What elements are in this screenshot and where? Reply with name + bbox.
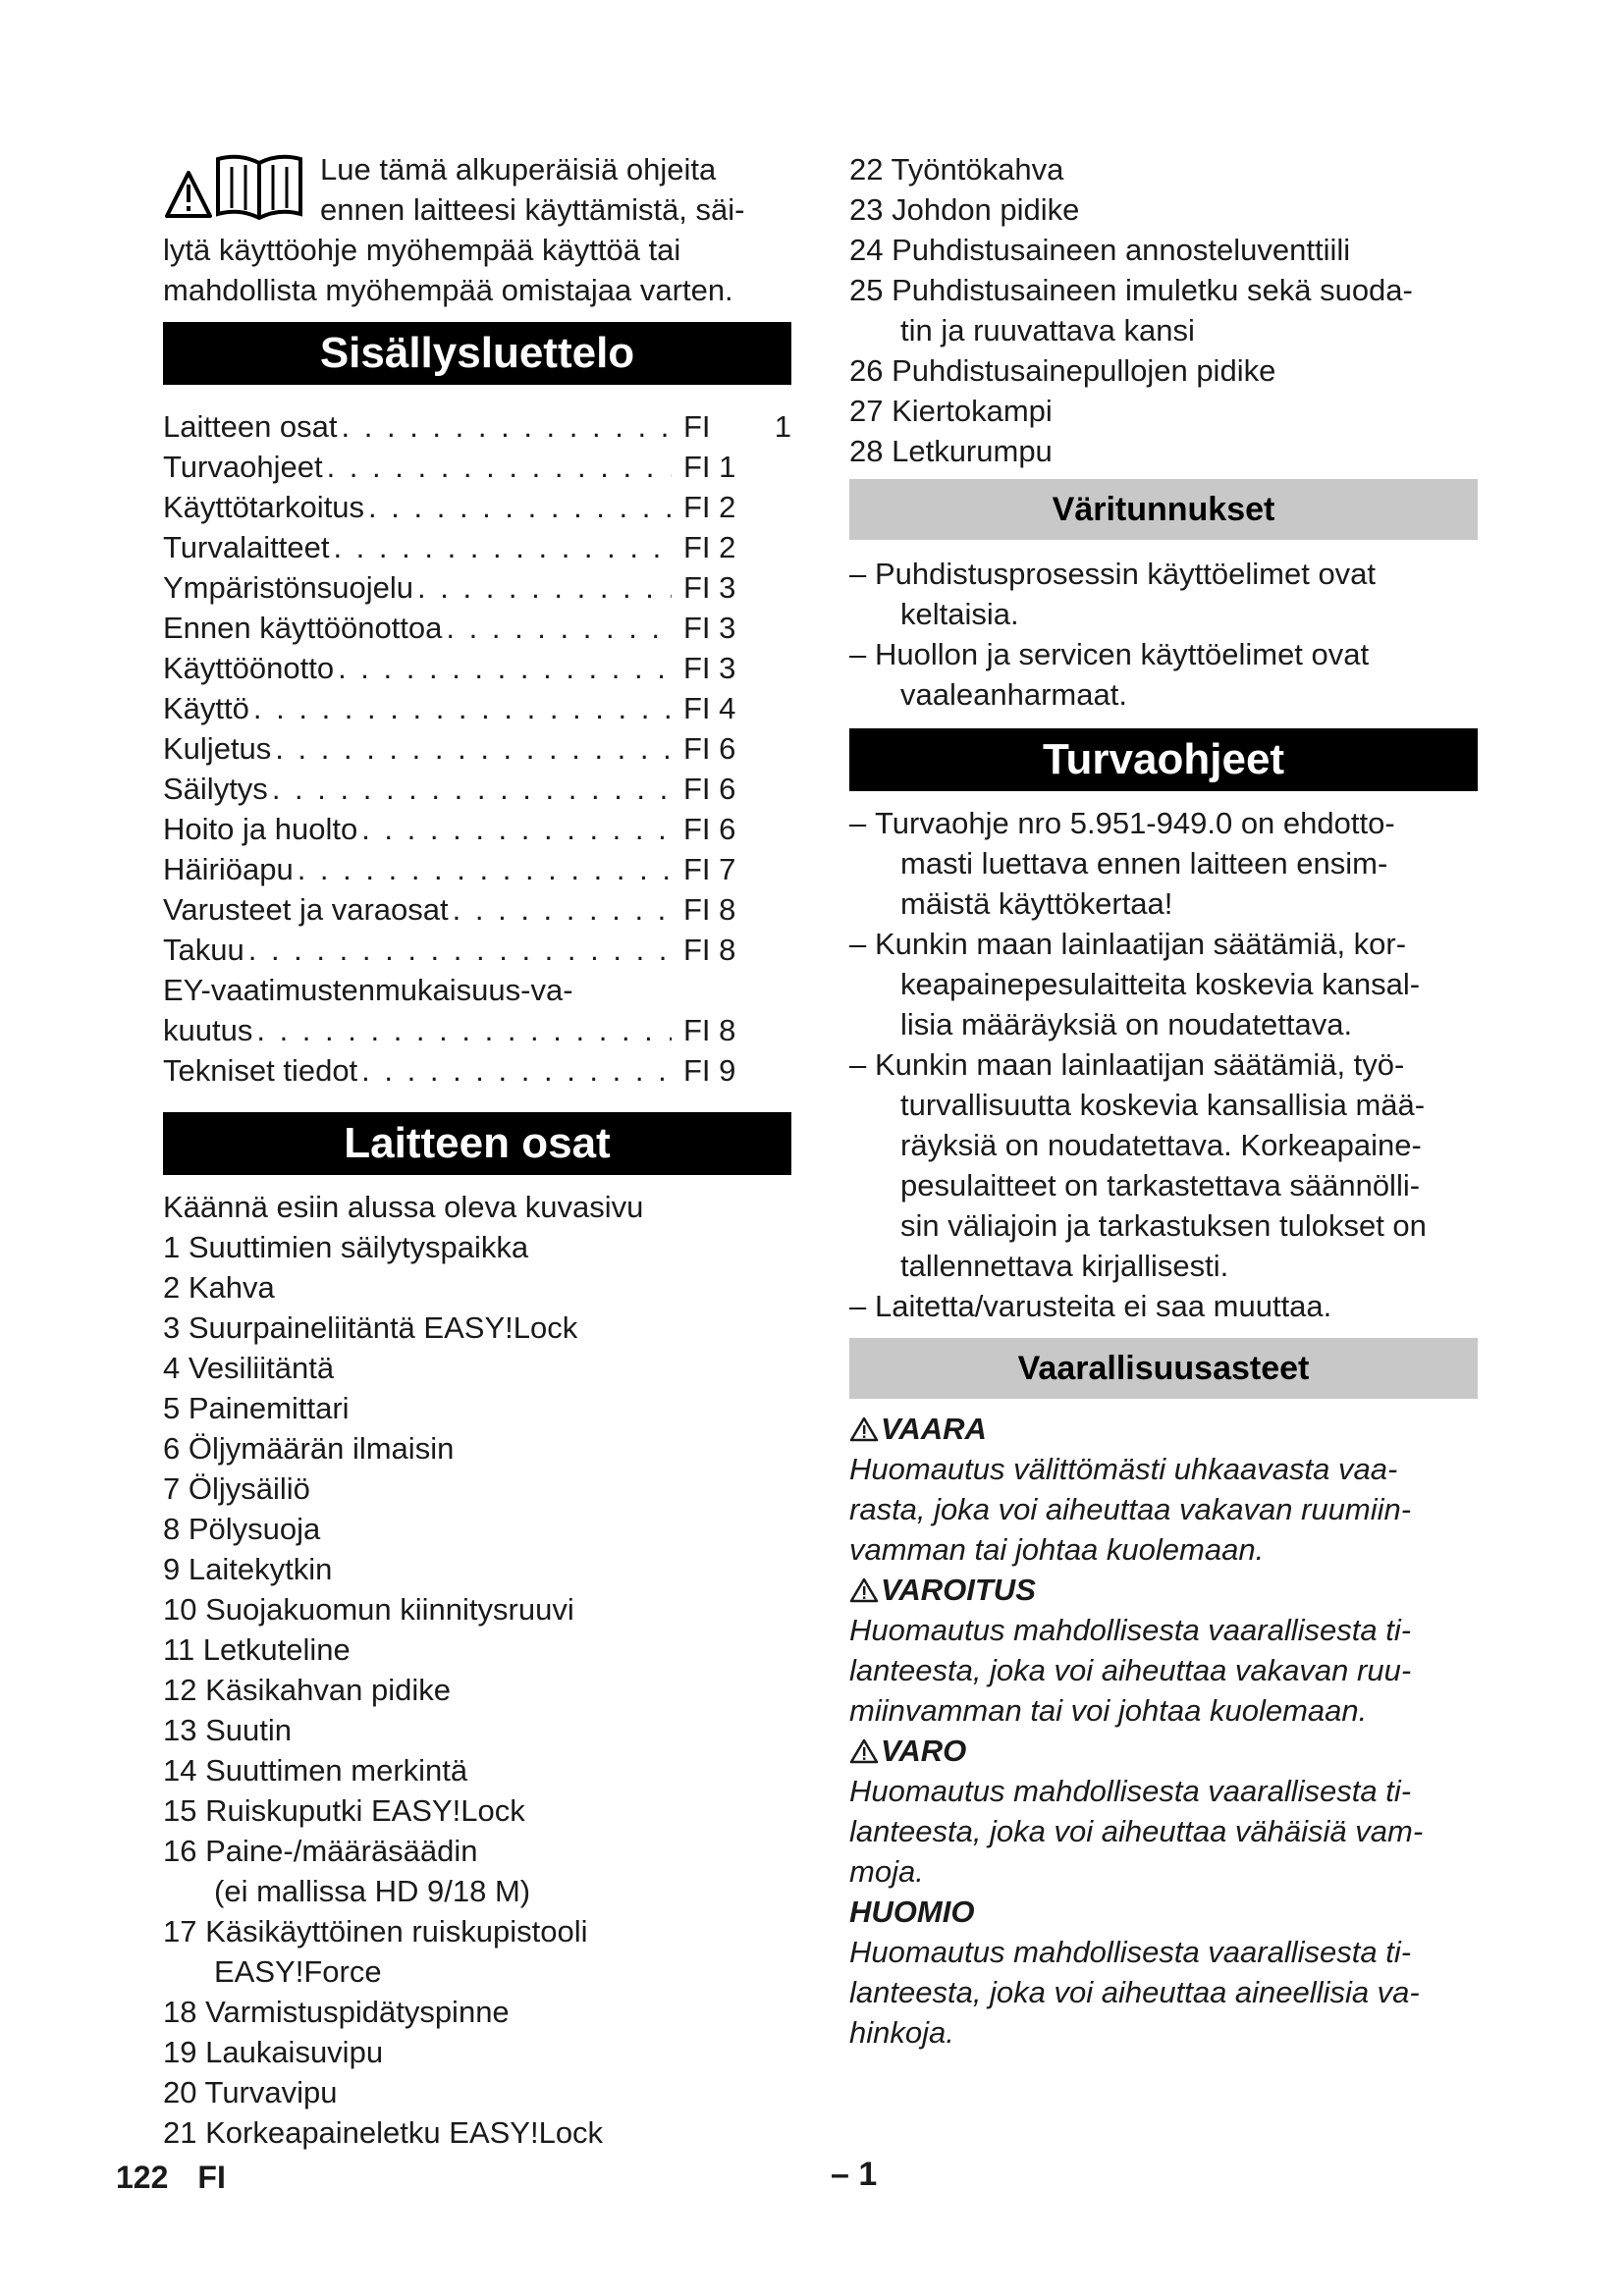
toc-entry[interactable] <box>163 608 791 648</box>
hazard-varo <box>849 1731 1478 1892</box>
toc-entry[interactable] <box>163 487 791 527</box>
toc-entry-title: Turvalaitteet <box>163 530 330 564</box>
toc-entry[interactable] <box>163 648 791 688</box>
bullet-text: turvallisuutta koskevia kansallisia mää- <box>900 1088 1426 1122</box>
toc-leader <box>329 527 672 567</box>
toc-leader <box>413 567 672 608</box>
list-item: 20 Turvavipu <box>163 2075 338 2109</box>
table-of-contents <box>163 406 791 1091</box>
page-number: 122 <box>116 2160 169 2195</box>
toc-entry-page: FI 2 <box>683 530 736 564</box>
hazard-text-line: Huomautus välittömästi uhkaavasta vaa- <box>849 1452 1398 1486</box>
list-item: 2 Kahva <box>163 1270 275 1305</box>
language-code: FI <box>197 2160 226 2195</box>
dash-marker: – <box>849 1047 867 1082</box>
warning-and-manual-icon <box>165 153 312 230</box>
intro-text-line: Lue tämä alkuperäisiä ohjeita <box>320 152 717 187</box>
toc-entry[interactable] <box>163 930 791 970</box>
toc-entry-title: Ennen käyttöönottoa <box>163 611 443 645</box>
bullet-item <box>849 803 1478 924</box>
toc-entry-page: FI 8 <box>683 892 736 927</box>
bullet-text: Huollon ja servicen käyttöelimet ovat <box>875 637 1370 671</box>
toc-entry-page: FI 9 <box>683 1053 736 1088</box>
right-column <box>849 149 1478 2053</box>
bullet-text: keapainepesulaitteita koskevia kansal- <box>900 967 1421 1001</box>
toc-entry-title: Tekniset tiedot <box>163 1053 358 1088</box>
parts-list <box>163 1227 791 2153</box>
dash-marker: – <box>849 557 867 591</box>
dash-marker: – <box>849 1289 867 1323</box>
toc-entry-title: Käyttöönotto <box>163 651 335 685</box>
hazard-text-line: lanteesta, joka voi aiheuttaa vakavan ruu- <box>849 1653 1412 1687</box>
toc-leader <box>334 648 672 688</box>
toc-entry[interactable] <box>163 447 791 487</box>
hazard-text-line: Huomautus mahdollisesta vaarallisesta ti- <box>849 1935 1412 1969</box>
toc-entry-title: EY-vaatimustenmukaisuus-va- <box>163 973 573 1007</box>
bullet-text: sin väliajoin ja tarkastuksen tulokset on <box>900 1208 1427 1243</box>
warning-triangle-icon <box>849 1416 879 1442</box>
hazard-heading: Vaarallisuusasteet <box>849 1338 1478 1399</box>
warning-triangle-icon <box>849 1738 879 1764</box>
toc-leader <box>294 849 672 889</box>
list-item: 23 Johdon pidike <box>849 192 1080 227</box>
toc-entry-page: FI 6 <box>683 772 736 806</box>
list-item: 18 Varmistuspidätyspinne <box>163 1995 510 2029</box>
bullet-text: Kunkin maan lainlaatijan säätämiä, työ- <box>875 1047 1405 1082</box>
hazard-vaara <box>849 1409 1478 1570</box>
list-item: 10 Suojakuomun kiinnitysruuvi <box>163 1592 574 1627</box>
toc-entry-page: FI 1 <box>683 450 736 484</box>
bullet-text: tallennettava kirjallisesti. <box>900 1249 1229 1283</box>
list-item: 8 Pölysuoja <box>163 1512 321 1546</box>
bullet-item <box>849 1286 1478 1326</box>
dash-marker: – <box>849 806 867 840</box>
toc-leader <box>252 1010 672 1050</box>
bullet-text: Laitetta/varusteita ei saa muuttaa. <box>875 1289 1332 1323</box>
toc-entry-page: FI <box>683 409 711 444</box>
toc-entry-title: Häiriöapu <box>163 852 294 886</box>
toc-entry[interactable] <box>163 809 791 849</box>
parts-heading: Laitteen osat <box>163 1112 791 1175</box>
hazard-text-line: Huomautus mahdollisesta vaarallisesta ti- <box>849 1774 1412 1808</box>
bullet-text: pesulaitteet on tarkastettava säännölli- <box>900 1168 1421 1202</box>
list-item: 9 Laitekytkin <box>163 1552 333 1586</box>
warning-triangle-icon <box>849 1577 879 1603</box>
hazard-text-line: lanteesta, joka voi aiheuttaa aineellisia va- <box>849 1975 1420 2009</box>
toc-leader <box>249 688 672 728</box>
hazard-text-line: Huomautus mahdollisesta vaarallisesta ti- <box>849 1613 1412 1647</box>
list-item: 28 Letkurumpu <box>849 434 1053 468</box>
list-item: 4 Vesiliitäntä <box>163 1351 335 1385</box>
toc-leader <box>338 406 672 447</box>
list-item: 15 Ruiskuputki EASY!Lock <box>163 1793 525 1828</box>
toc-leader <box>323 447 672 487</box>
toc-entry-page: FI 3 <box>683 651 736 685</box>
toc-entry[interactable] <box>163 849 791 889</box>
toc-entry-page: FI 4 <box>683 691 736 725</box>
toc-entry-title: Ympäristönsuojelu <box>163 570 414 605</box>
list-item: 12 Käsikahvan pidike <box>163 1673 451 1707</box>
toc-entry-page: FI 6 <box>683 731 736 766</box>
list-item: 16 Paine-/määräsäädin <box>163 1834 478 1868</box>
hazard-text-line: rasta, joka voi aiheuttaa vakavan ruumiin- <box>849 1492 1412 1526</box>
hazard-title: HUOMIO <box>849 1895 975 1929</box>
hazard-title: VAROITUS <box>881 1573 1036 1607</box>
toc-entry-page: FI 6 <box>683 812 736 846</box>
list-item: 1 Suuttimien säilytyspaikka <box>163 1230 529 1264</box>
bullet-item <box>849 1044 1478 1286</box>
toc-entry[interactable] <box>163 728 791 769</box>
toc-leader <box>357 809 672 849</box>
toc-entry-page: FI 3 <box>683 611 736 645</box>
bullet-text: mäistä käyttökertaa! <box>900 886 1173 921</box>
parts-intro: Käännä esiin alussa oleva kuvasivu <box>163 1190 644 1224</box>
toc-entry[interactable] <box>163 406 791 447</box>
toc-entry-title: Varusteet ja varaosat <box>163 892 449 927</box>
list-item-continuation: tin ja ruuvattava kansi <box>900 313 1195 347</box>
intro-text-line: lytä käyttöohje myöhempää käyttöä tai <box>163 233 681 267</box>
list-item: 5 Painemittari <box>163 1391 350 1425</box>
hazard-title: VAARA <box>881 1412 987 1446</box>
toc-entry-title: Turvaohjeet <box>163 450 323 484</box>
toc-leader <box>442 608 672 648</box>
bullet-text: räyksiä on noudatettava. Korkeapaine- <box>900 1128 1422 1162</box>
toc-leader <box>268 769 672 809</box>
bullet-text: masti luettava ennen laitteen ensim- <box>900 846 1388 881</box>
toc-leader <box>357 1050 672 1091</box>
toc-entry-title: kuutus <box>163 1013 253 1047</box>
toc-entry-page: FI 8 <box>683 1013 736 1047</box>
bullet-item <box>849 634 1478 715</box>
hazard-varoitus <box>849 1570 1478 1731</box>
hazard-text-line: moja. <box>849 1854 924 1889</box>
toc-entry[interactable] <box>163 527 791 567</box>
list-item: 21 Korkeapaineletku EASY!Lock <box>163 2115 604 2150</box>
hazard-title: VARO <box>881 1734 967 1768</box>
toc-heading: Sisällysluettelo <box>163 322 791 385</box>
list-item-continuation: EASY!Force <box>214 1954 382 1989</box>
list-item: 22 Työntökahva <box>849 152 1064 187</box>
toc-entry[interactable] <box>163 688 791 728</box>
list-item: 7 Öljysäiliö <box>163 1471 310 1506</box>
toc-entry-page: FI 7 <box>683 852 736 886</box>
section-page-marker: – 1 <box>831 2156 878 2193</box>
bullet-text: Kunkin maan lainlaatijan säätämiä, kor- <box>875 927 1407 961</box>
colors-heading: Väritunnukset <box>849 479 1478 540</box>
bullet-text: Puhdistusprosessin käyttöelimet ovat <box>875 557 1377 591</box>
hazard-text-line: lanteesta, joka voi aiheuttaa vähäisiä vam- <box>849 1814 1424 1848</box>
toc-entry-number: 1 <box>774 409 791 444</box>
page-footer <box>116 2160 255 2196</box>
bullet-item <box>849 554 1478 634</box>
toc-entry[interactable] <box>163 567 791 608</box>
toc-entry-title: Hoito ja huolto <box>163 812 358 846</box>
intro-text-line: ennen laitteesi käyttämistä, säi- <box>320 192 745 227</box>
toc-entry-page: FI 3 <box>683 570 736 605</box>
toc-entry-page: FI 2 <box>683 490 736 524</box>
bullet-text: keltaisia. <box>900 597 1019 631</box>
toc-entry[interactable] <box>163 1010 791 1050</box>
toc-leader <box>449 889 672 930</box>
intro-text-line: mahdollista myöhempää omistajaa varten. <box>163 273 733 307</box>
toc-leader <box>364 487 672 527</box>
list-item-continuation: (ei mallissa HD 9/18 M) <box>214 1874 531 1908</box>
parts-list-continued <box>849 149 1478 471</box>
bullet-text: lisia määräyksiä on noudatettava. <box>900 1007 1353 1041</box>
toc-leader <box>271 728 672 769</box>
list-item: 11 Letkuteline <box>163 1632 351 1667</box>
toc-entry-title: Käyttötarkoitus <box>163 490 365 524</box>
bullet-item <box>849 924 1478 1044</box>
toc-entry-title: Laitteen osat <box>163 409 338 444</box>
bullet-text: vaaleanharmaat. <box>900 677 1127 712</box>
list-item: 6 Öljymäärän ilmaisin <box>163 1431 455 1466</box>
list-item: 14 Suuttimen merkintä <box>163 1753 468 1788</box>
hazard-text-line: miinvamman tai voi johtaa kuolemaan. <box>849 1693 1368 1728</box>
list-item: 13 Suutin <box>163 1713 292 1747</box>
toc-leader <box>244 930 672 970</box>
toc-entry[interactable] <box>163 889 791 930</box>
list-item: 19 Laukaisuvipu <box>163 2035 384 2069</box>
toc-entry[interactable] <box>163 769 791 809</box>
toc-entry[interactable] <box>163 1050 791 1091</box>
bullet-text: Turvaohje nro 5.951-949.0 on ehdotto- <box>875 806 1395 840</box>
intro-block <box>163 149 791 310</box>
list-item: 17 Käsikäyttöinen ruiskupistooli <box>163 1914 588 1949</box>
hazard-text-line: vamman tai johtaa kuolemaan. <box>849 1532 1265 1567</box>
list-item: 25 Puhdistusaineen imuletku sekä suoda- <box>849 273 1413 307</box>
hazard-text-line: hinkoja. <box>849 2015 954 2050</box>
dash-marker: – <box>849 637 867 671</box>
dash-marker: – <box>849 927 867 961</box>
list-item: 26 Puhdistusainepullojen pidike <box>849 353 1276 388</box>
list-item: 3 Suurpaineliitäntä EASY!Lock <box>163 1310 578 1345</box>
safety-heading: Turvaohjeet <box>849 728 1478 791</box>
list-item: 27 Kiertokampi <box>849 394 1053 428</box>
toc-entry-title: Kuljetus <box>163 731 272 766</box>
toc-entry-title: Takuu <box>163 933 244 967</box>
toc-entry-title: Käyttö <box>163 691 249 725</box>
hazard-huomio <box>849 1892 1478 2053</box>
left-column <box>163 149 791 2153</box>
list-item: 24 Puhdistusaineen annosteluventtiili <box>849 233 1351 267</box>
toc-entry-title: Säilytys <box>163 772 268 806</box>
toc-entry-page: FI 8 <box>683 933 736 967</box>
